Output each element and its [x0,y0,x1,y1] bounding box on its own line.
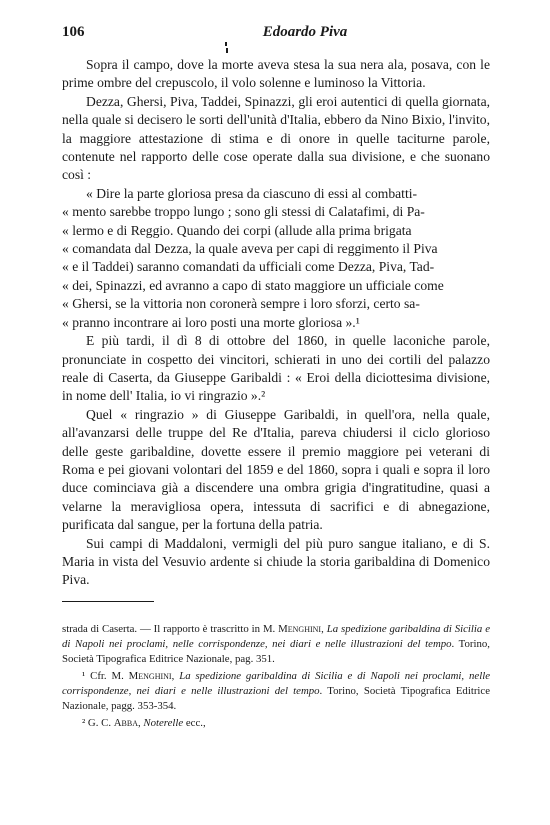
paragraph: Sui campi di Maddaloni, vermigli del più puro sangue italiano, e di S. Maria in vista del Vesuvio ardente si chiude la storia garibaldina di Domenico Piva. [62,535,490,588]
footnotes [62,622,490,733]
quote-line: « pranno incontrare ai loro posti una morte gloriosa ».¹ [62,314,360,330]
page-header [62,24,488,44]
quote-line: « lermo e di Reggio. Quando dei corpi (allude alla prima brigata [62,222,412,238]
paragraph: Sopra il campo, dove la morte aveva stesa la sua nera ala, posava, con le prime ombre del crepuscolo, il volo solenne e luminoso la Vittoria. [62,57,490,91]
footnote-title: La spedizione garibaldina di Sicilia e di Napoli nei proclami, nelle corrispondenze, nei diari e nelle illustrazioni del tempo [62,623,491,650]
footnote-continued: strada di Caserta. — Il rapporto è trascritto in M. Menghini, La spedizione garibaldina di Sicilia e di Napoli nei proclami, nelle corrispondenze, nei diari e nelle illustrazioni del tempo. Torino, Società Tipografica Editrice Nazionale, pag. 351. [62,623,491,665]
footnote-1: ¹ Cfr. M. Menghini, La spedizione garibaldina di Sicilia e di Napoli nei proclami, nelle corrispondenze, nei diari e nelle illustrazioni del tempo. Torino, Società Tipografica Editrice Nazionale, pagg. 353-354. [62,670,490,712]
running-title: Edoardo Piva [262,24,348,40]
quote-line: « e il Taddei) saranno comandati da ufficiali come Dezza, Piva, Tad- [62,259,435,275]
footnote-2: ² G. C. Abba, Noterelle ecc., [82,717,206,729]
page-number: 106 [62,24,85,40]
footnote-author: Menghini [128,670,172,682]
quote-line: « comandata dal Dezza, la quale aveva per capi di reggimento il Piva [62,241,438,257]
quote-line: « mento sarebbe troppo lungo ; sono gli stessi di Calatafimi, di Pa- [62,204,425,220]
paragraph: E più tardi, il dì 8 di ottobre del 1860, in quelle laconiche parole, pronunciate in cospetto dei vincitori, schierati in uno dei cortili del palazzo reale di Caserta, da Giuseppe Garibaldi : « Eroi della diciottesima divisione, in nome dell' Italia, io vi ringrazio ».² [62,333,490,404]
quote-line: « Dire la parte gloriosa presa da ciascuno di essi al combatti- [86,185,418,201]
main-text [62,56,490,590]
quoted-report [62,185,490,332]
paragraph: Dezza, Ghersi, Piva, Taddei, Spinazzi, gli eroi autentici di quella giornata, nella quale si decisero le sorti dell'unità d'Italia, ebbero da Nino Bixio, l'invito, la maggiore attestazione di stima e di onore in quelle taciturne parole, contenute nel rapporto delle cose operate dalla sua divisione, e che suonano così : [62,93,490,183]
footnote-title: Noterelle [143,717,184,729]
quote-line: « dei, Spinazzi, ed avranno a capo di stato maggiore un ufficiale come [62,277,444,293]
paragraph: Quel « ringrazio » di Giuseppe Garibaldi, in quell'ora, nella quale, all'avanzarsi delle truppe del Re d'Italia, pareva chiudersi il ciclo glorioso delle geste garibaldine, dovette essere il premio maggiore pei veterani di Roma e pei giovani volontari del 1859 e del 1860, sopra i quali e sopra il loro duce cominciava già a discendere una ombra grigia d'ingratitudine, quasi a velarne la meravigliosa opera, intessuta di sacrifici e di abnegazione, purificata dal sangue, per la fortuna della patria. [62,406,490,533]
footnote-author: Menghini [278,623,322,635]
footnote-rule [62,601,154,602]
quote-line: « Ghersi, se la vittoria non coronerà sempre i loro sforzi, certo sa- [62,296,420,312]
footnote-title: La spedizione garibaldina di Sicilia e di Napoli nei proclami, nelle corrispondenze, nei diari e nelle illustrazioni del tempo [62,670,490,697]
print-mark-icon [222,41,231,57]
footnote-author: Abba [113,717,138,729]
